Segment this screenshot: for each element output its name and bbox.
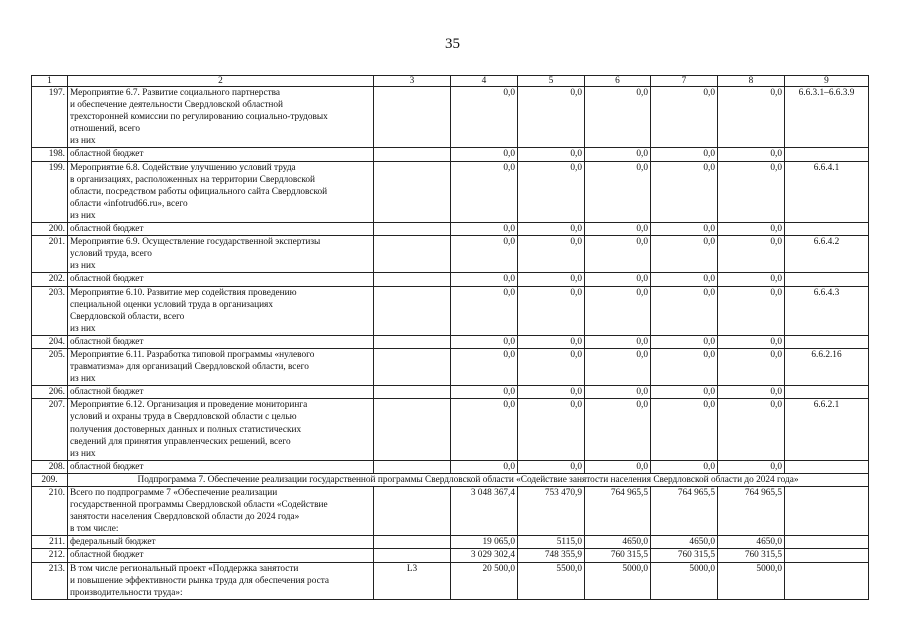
- table-row: [32, 286, 869, 335]
- row-number: 208.: [32, 460, 68, 473]
- value-cell: 0,0: [651, 335, 718, 348]
- value-cell: 0,0: [651, 386, 718, 399]
- value-cell: 760 315,5: [651, 549, 718, 562]
- value-cell: 0,0: [718, 87, 785, 148]
- description-line: В том числе региональный проект «Поддержка занятости: [70, 563, 299, 574]
- value-cell: 764 965,5: [585, 487, 651, 536]
- description-line: области «infotrud66.ru», всего: [70, 198, 188, 209]
- source-code-cell: [374, 460, 451, 473]
- value-cell: 0,0: [651, 87, 718, 148]
- table-row: [32, 562, 869, 599]
- source-code-cell: [374, 335, 451, 348]
- source-code-cell: [374, 348, 451, 385]
- row-description: [68, 386, 374, 399]
- row-description: [68, 399, 374, 460]
- row-description: [68, 536, 374, 549]
- value-cell: 0,0: [451, 399, 518, 460]
- value-cell: 0,0: [585, 386, 651, 399]
- row-number: 202.: [32, 273, 68, 286]
- description-line: отношений, всего: [70, 124, 141, 135]
- description-line: в организациях, расположенных на территории Свердловской: [70, 174, 316, 185]
- row-number: 211.: [32, 536, 68, 549]
- value-cell: 0,0: [451, 273, 518, 286]
- source-code-cell: [374, 273, 451, 286]
- target-code-cell: [785, 273, 869, 286]
- description-line: областной бюджет: [70, 274, 144, 285]
- value-cell: 0,0: [451, 161, 518, 222]
- value-cell: 0,0: [518, 399, 585, 460]
- value-cell: 0,0: [651, 236, 718, 273]
- value-cell: 3 048 367,4: [451, 487, 518, 536]
- value-cell: 20 500,0: [451, 562, 518, 599]
- value-cell: 0,0: [718, 148, 785, 161]
- row-number: 205.: [32, 348, 68, 385]
- description-line: производительности труда»:: [70, 587, 183, 598]
- description-line: областной бюджет: [70, 550, 144, 561]
- row-number: 198.: [32, 148, 68, 161]
- value-cell: 0,0: [585, 460, 651, 473]
- row-description: [68, 223, 374, 236]
- description-line: Мероприятие 6.9. Осуществление государственной экспертизы: [70, 237, 321, 248]
- table-row: [32, 273, 869, 286]
- row-number: 210.: [32, 487, 68, 536]
- description-line: специальной оценки условий труда в организациях: [70, 299, 273, 310]
- value-cell: 0,0: [718, 399, 785, 460]
- value-cell: 5000,0: [585, 562, 651, 599]
- value-cell: 0,0: [651, 286, 718, 335]
- value-cell: 0,0: [585, 399, 651, 460]
- table-row: [32, 399, 869, 460]
- row-number: 207.: [32, 399, 68, 460]
- table-row: [32, 487, 869, 536]
- value-cell: 748 355,9: [518, 549, 585, 562]
- source-code-cell: [374, 223, 451, 236]
- description-line: Мероприятие 6.8. Содействие улучшению условий труда: [70, 162, 296, 173]
- row-description: [68, 549, 374, 562]
- value-cell: 0,0: [451, 148, 518, 161]
- value-cell: 0,0: [518, 286, 585, 335]
- value-cell: 0,0: [585, 348, 651, 385]
- value-cell: 0,0: [518, 148, 585, 161]
- description-line: областной бюджет: [70, 224, 144, 235]
- source-code-cell: [374, 148, 451, 161]
- row-number: 212.: [32, 549, 68, 562]
- value-cell: 0,0: [518, 236, 585, 273]
- row-number: 209.: [32, 473, 68, 486]
- description-line: и обеспечение деятельности Свердловской областной: [70, 100, 284, 111]
- table-row: [32, 87, 869, 148]
- source-code-cell: L3: [374, 562, 451, 599]
- row-description: [68, 161, 374, 222]
- value-cell: 753 470,9: [518, 487, 585, 536]
- value-cell: 0,0: [585, 286, 651, 335]
- value-cell: 5500,0: [518, 562, 585, 599]
- value-cell: 0,0: [451, 236, 518, 273]
- value-cell: 0,0: [451, 386, 518, 399]
- description-line: и повышение эффективности рынка труда для обеспечения роста: [70, 575, 330, 586]
- target-code-cell: 6.6.2.16: [785, 348, 869, 385]
- value-cell: 0,0: [585, 236, 651, 273]
- value-cell: 0,0: [518, 161, 585, 222]
- target-code-cell: [785, 549, 869, 562]
- value-cell: 0,0: [518, 386, 585, 399]
- row-description: [68, 236, 374, 273]
- value-cell: 0,0: [451, 335, 518, 348]
- value-cell: 0,0: [718, 236, 785, 273]
- target-code-cell: 6.6.3.1–6.6.3.9: [785, 87, 869, 148]
- header-cell: 6: [585, 76, 651, 87]
- description-line: условий и охраны труда в Свердловской области с целью: [70, 412, 297, 423]
- value-cell: 0,0: [518, 273, 585, 286]
- table-header-row: [32, 76, 869, 87]
- value-cell: 0,0: [518, 335, 585, 348]
- row-number: 213.: [32, 562, 68, 599]
- description-line: из них: [70, 374, 96, 385]
- description-line: области, посредством работы официального сайта Свердловской: [70, 186, 328, 197]
- description-line: Мероприятие 6.12. Организация и проведение мониторинга: [70, 400, 308, 411]
- description-line: областной бюджет: [70, 461, 144, 472]
- value-cell: 0,0: [451, 348, 518, 385]
- target-code-cell: 6.6.4.1: [785, 161, 869, 222]
- header-cell: 2: [68, 76, 374, 87]
- value-cell: 0,0: [718, 223, 785, 236]
- target-code-cell: 6.6.2.1: [785, 399, 869, 460]
- value-cell: 0,0: [651, 161, 718, 222]
- value-cell: 0,0: [451, 87, 518, 148]
- value-cell: 760 315,5: [718, 549, 785, 562]
- target-code-cell: [785, 335, 869, 348]
- description-line: областной бюджет: [70, 149, 144, 160]
- row-description: [68, 348, 374, 385]
- description-line: в том числе:: [70, 524, 119, 535]
- value-cell: 0,0: [585, 87, 651, 148]
- value-cell: 19 065,0: [451, 536, 518, 549]
- header-cell: 8: [718, 76, 785, 87]
- target-code-cell: [785, 460, 869, 473]
- table-row: [32, 386, 869, 399]
- row-description: [68, 335, 374, 348]
- table-row: [32, 236, 869, 273]
- description-line: получения достоверных данных и полных статистических: [70, 424, 302, 435]
- source-code-cell: [374, 487, 451, 536]
- description-line: Всего по подпрограмме 7 «Обеспечение реализации: [70, 488, 278, 498]
- description-line: федеральный бюджет: [70, 537, 156, 548]
- value-cell: 0,0: [451, 286, 518, 335]
- value-cell: 0,0: [585, 223, 651, 236]
- value-cell: 0,0: [585, 273, 651, 286]
- source-code-cell: [374, 399, 451, 460]
- source-code-cell: [374, 87, 451, 148]
- target-code-cell: [785, 536, 869, 549]
- row-number: 199.: [32, 161, 68, 222]
- value-cell: 0,0: [651, 460, 718, 473]
- page-number: 35: [445, 36, 460, 52]
- description-line: сведений для принятия управленческих решений, всего: [70, 436, 291, 447]
- description-line: из них: [70, 448, 96, 459]
- target-code-cell: [785, 386, 869, 399]
- value-cell: 5115,0: [518, 536, 585, 549]
- table-row: [32, 335, 869, 348]
- row-number: 204.: [32, 335, 68, 348]
- value-cell: 0,0: [718, 286, 785, 335]
- row-description: [68, 460, 374, 473]
- description-line: Мероприятие 6.11. Разработка типовой программы «нулевого: [70, 349, 315, 360]
- value-cell: 0,0: [518, 348, 585, 385]
- value-cell: 0,0: [718, 273, 785, 286]
- row-description: [68, 148, 374, 161]
- value-cell: 0,0: [718, 386, 785, 399]
- header-cell: 5: [518, 76, 585, 87]
- description-line: из них: [70, 261, 96, 272]
- row-description: [68, 87, 374, 148]
- description-line: областной бюджет: [70, 336, 144, 347]
- value-cell: 0,0: [518, 87, 585, 148]
- source-code-cell: [374, 286, 451, 335]
- description-line: государственной программы Свердловской области «Содействие: [70, 500, 328, 511]
- budget-table: [31, 75, 869, 600]
- table-row: [32, 549, 869, 562]
- table-row: [32, 460, 869, 473]
- target-code-cell: [785, 223, 869, 236]
- source-code-cell: [374, 549, 451, 562]
- table-row: [32, 536, 869, 549]
- description-line: условий труда, всего: [70, 249, 152, 260]
- value-cell: 0,0: [518, 223, 585, 236]
- value-cell: 0,0: [451, 223, 518, 236]
- description-line: из них: [70, 323, 96, 334]
- value-cell: 0,0: [585, 161, 651, 222]
- description-line: из них: [70, 210, 96, 221]
- value-cell: 4650,0: [651, 536, 718, 549]
- source-code-cell: [374, 236, 451, 273]
- row-description: [68, 286, 374, 335]
- value-cell: 760 315,5: [585, 549, 651, 562]
- row-number: 197.: [32, 87, 68, 148]
- value-cell: 3 029 302,4: [451, 549, 518, 562]
- section-row: [32, 473, 869, 486]
- description-line: Свердловской области, всего: [70, 311, 185, 322]
- row-description: [68, 562, 374, 599]
- source-code-cell: [374, 161, 451, 222]
- value-cell: 5000,0: [718, 562, 785, 599]
- value-cell: 0,0: [718, 460, 785, 473]
- header-cell: 9: [785, 76, 869, 87]
- header-cell: 3: [374, 76, 451, 87]
- header-cell: 4: [451, 76, 518, 87]
- source-code-cell: [374, 386, 451, 399]
- description-line: занятости населения Свердловской области до 2024 года»: [70, 512, 300, 523]
- value-cell: 0,0: [651, 399, 718, 460]
- header-cell: 7: [651, 76, 718, 87]
- value-cell: 0,0: [585, 148, 651, 161]
- description-line: травматизма» для организаций Свердловской области, всего: [70, 362, 309, 373]
- row-number: 200.: [32, 223, 68, 236]
- target-code-cell: [785, 487, 869, 536]
- value-cell: 0,0: [718, 161, 785, 222]
- description-line: Мероприятие 6.7. Развитие социального партнерства: [70, 88, 281, 98]
- row-description: [68, 273, 374, 286]
- value-cell: 0,0: [585, 335, 651, 348]
- description-line: трехсторонней комиссии по регулированию социально-трудовых: [70, 112, 328, 123]
- value-cell: 0,0: [651, 148, 718, 161]
- section-title: Подпрограмма 7. Обеспечение реализации государственной программы Свердловской области «Содействие занятости населения Свердловской области до 2024 года»: [68, 473, 869, 486]
- target-code-cell: 6.6.4.3: [785, 286, 869, 335]
- table-row: [32, 148, 869, 161]
- row-number: 203.: [32, 286, 68, 335]
- target-code-cell: [785, 562, 869, 599]
- description-line: Мероприятие 6.10. Развитие мер содействия проведению: [70, 287, 297, 298]
- description-line: областной бюджет: [70, 387, 144, 398]
- value-cell: 0,0: [451, 460, 518, 473]
- row-number: 201.: [32, 236, 68, 273]
- value-cell: 0,0: [718, 335, 785, 348]
- value-cell: 0,0: [651, 223, 718, 236]
- row-number: 206.: [32, 386, 68, 399]
- header-cell: 1: [32, 76, 68, 87]
- description-line: из них: [70, 136, 96, 147]
- target-code-cell: 6.6.4.2: [785, 236, 869, 273]
- source-code-cell: [374, 536, 451, 549]
- value-cell: 0,0: [718, 348, 785, 385]
- value-cell: 5000,0: [651, 562, 718, 599]
- value-cell: 0,0: [651, 348, 718, 385]
- value-cell: 764 965,5: [651, 487, 718, 536]
- table-row: [32, 348, 869, 385]
- value-cell: 764 965,5: [718, 487, 785, 536]
- table-row: [32, 161, 869, 222]
- row-description: [68, 487, 374, 536]
- value-cell: 4650,0: [718, 536, 785, 549]
- table-row: [32, 223, 869, 236]
- value-cell: 0,0: [518, 460, 585, 473]
- value-cell: 0,0: [651, 273, 718, 286]
- target-code-cell: [785, 148, 869, 161]
- value-cell: 4650,0: [585, 536, 651, 549]
